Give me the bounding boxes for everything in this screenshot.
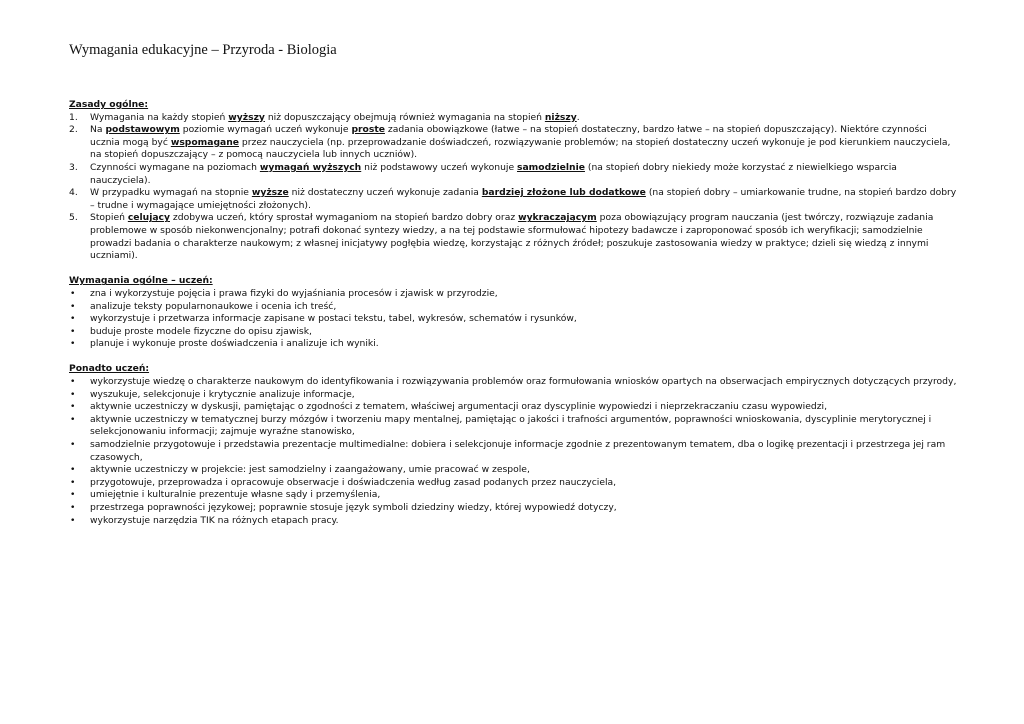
bullet-icon: • <box>70 502 76 513</box>
page-title: Wymagania edukacyjne – Przyroda - Biologia <box>69 42 337 58</box>
bullet-icon: • <box>70 413 76 425</box>
rule-emphasis: niższy <box>544 111 577 123</box>
list-item-text: aktywnie uczestniczy w dyskusji, pamiętając o zgodności z tematem, właściwej argumentacji oraz dyscyplinie wypowiedzi i nieprzekraczaniu czasu wypowiedzi, <box>90 401 828 413</box>
rule-text: W przypadku wymagań na stopnie <box>90 187 252 199</box>
rule-item <box>69 124 959 162</box>
list-item <box>69 502 959 515</box>
list-item <box>69 288 959 301</box>
rule-text: zadania obowiązkowe (łatwe – na stopień dostateczny, bardzo łatwe – na stopień dopuszczający). Niektóre czynności ucznia mogą być <box>90 124 927 148</box>
bullet-icon: • <box>70 464 76 476</box>
rule-number: 2. <box>69 124 78 136</box>
list-item <box>69 389 959 402</box>
rule-text: (na stopień dobry – umiarkowanie trudne, na stopień bardzo dobry – trudne i wymagające umiejętności złożonych). <box>90 187 957 211</box>
rule-emphasis: samodzielnie <box>517 161 585 173</box>
bullet-icon: • <box>70 376 76 388</box>
rule-emphasis: podstawowym <box>105 124 180 136</box>
document-body <box>69 99 959 527</box>
rule-item <box>69 212 959 262</box>
rule-emphasis: celujący <box>127 212 170 224</box>
rule-item <box>69 162 959 187</box>
rule-text: poza obowiązujący program nauczania (jest twórczy, rozwiązuje zadania problemowe w sposób niekonwencjonalny; potrafi dokonać syntezy wiedzy, a na tej podstawie sformułować hipotezy badawcze i zaproponować sposób ich weryfikacji; samodzielnie prowadzi badania o charakterze naukowym; z własnej inicjatywy pogłębia wiedzę, korzystając z różnych źródeł; poszukuje zastosowania wiedzy w praktyce; dzieli się wiedzą z innymi uczniami). <box>90 212 934 262</box>
list-item <box>69 477 959 490</box>
list-item-text: analizuje teksty popularnonaukowe i ocenia ich treść, <box>90 300 337 312</box>
section-heading-ponadto: Ponadto uczeń: <box>69 363 150 375</box>
bullet-icon: • <box>70 338 76 350</box>
list-item <box>69 464 959 477</box>
rule-emphasis: wykraczającym <box>518 212 597 224</box>
rule-text: (na stopień dobry niekiedy może korzystać z niewielkiego wsparcia nauczyciela). <box>90 161 897 186</box>
list-item <box>69 376 959 389</box>
rule-text: . <box>576 111 580 123</box>
list-item-text: samodzielnie przygotowuje i przedstawia prezentacje multimedialne: dobiera i selekcjonuje informacje zgodnie z prezentowanym tematem, dba o logikę prezentacji i przestrzega jej ram czasowych, <box>90 439 946 463</box>
rule-number: 1. <box>69 111 78 123</box>
section-heading-wymagania: Wymagania ogólne – uczeń: <box>69 275 213 287</box>
bullet-icon: • <box>70 388 76 400</box>
rule-text: zdobywa uczeń, który sprostał wymaganiom na stopień bardzo dobry oraz <box>170 212 519 224</box>
rule-text: Wymagania na każdy stopień <box>90 111 229 123</box>
rule-emphasis: wymagań wyższych <box>259 161 362 173</box>
general-requirements-list <box>69 288 959 351</box>
list-item-text: planuje i wykonuje proste doświadczenia i analizuje ich wyniki. <box>90 338 379 350</box>
bullet-icon: • <box>70 287 76 299</box>
bullet-icon: • <box>70 514 76 526</box>
list-item <box>69 439 959 464</box>
bullet-icon: • <box>70 476 76 488</box>
rule-number: 3. <box>69 161 78 173</box>
list-item-text: aktywnie uczestniczy w projekcie: jest samodzielny i zaangażowany, umie pracować w zespole, <box>90 464 530 476</box>
section-heading-zasady: Zasady ogólne: <box>69 99 149 110</box>
rule-item <box>69 187 959 212</box>
bullet-icon: • <box>70 489 76 501</box>
list-item <box>69 414 959 439</box>
bullet-icon: • <box>70 300 76 312</box>
bullet-icon: • <box>70 439 76 451</box>
list-item-text: buduje proste modele fizyczne do opisu zjawisk, <box>90 325 312 337</box>
rule-emphasis: wspomagane <box>170 136 239 148</box>
list-item-text: wykorzystuje i przetwarza informacje zapisane w postaci tekstu, tabel, wykresów, schematów i rysunków, <box>90 313 577 325</box>
list-item-text: przestrzega poprawności językowej; poprawnie stosuje język symboli dziedziny wiedzy, której wypowiedź dotyczy, <box>90 502 617 513</box>
rule-text: poziomie wymagań uczeń wykonuje <box>179 124 352 136</box>
list-item <box>69 489 959 502</box>
list-item-text: wyszukuje, selekcjonuje i krytycznie analizuje informacje, <box>90 388 355 400</box>
rule-emphasis: proste <box>351 124 385 136</box>
list-item <box>69 326 959 339</box>
rule-text: Czynności wymagane na poziomach <box>90 161 260 173</box>
list-item-text: zna i wykorzystuje pojęcia i prawa fizyki do wyjaśniania procesów i zjawisk w przyrodzie, <box>90 287 498 299</box>
rules-list <box>69 112 959 263</box>
rule-text: niż dostateczny uczeń wykonuje zadania <box>288 187 482 199</box>
additional-requirements-list <box>69 376 959 527</box>
list-item <box>69 401 959 414</box>
list-item-text: wykorzystuje narzędzia TIK na różnych etapach pracy. <box>90 514 339 526</box>
bullet-icon: • <box>70 401 76 413</box>
list-item-text: umiejętnie i kulturalnie prezentuje własne sądy i przemyślenia, <box>90 489 381 501</box>
rule-emphasis: wyższy <box>228 111 265 123</box>
list-item <box>69 301 959 314</box>
rule-text: niż dopuszczający obejmują również wymagania na stopień <box>264 111 545 123</box>
rule-number: 5. <box>69 212 78 224</box>
list-item <box>69 313 959 326</box>
list-item <box>69 515 959 528</box>
rule-emphasis: bardziej złożone lub dodatkowe <box>481 187 646 199</box>
list-item-text: przygotowuje, przeprowadza i opracowuje obserwacje i doświadczenia według zasad podanych przez nauczyciela, <box>90 476 617 488</box>
list-item <box>69 338 959 351</box>
rule-text: Stopień <box>90 212 128 224</box>
list-item-text: aktywnie uczestniczy w tematycznej burzy mózgów i tworzeniu mapy mentalnej, pamiętając o jakości i trafności argumentów, poprawności wnioskowania, dyscyplinie merytorycznej i selekcjonowaniu informacji; zajmuje wyraźne stanowisko, <box>90 413 932 438</box>
rule-text: niż podstawowy uczeń wykonuje <box>361 161 518 173</box>
rule-text: przez nauczyciela (np. przeprowadzanie doświadczeń, rozwiązywanie problemów; na stopień dostateczny uczeń wykonuje je pod kierunkiem nauczyciela, na stopień dopuszczający – z pomocą nauczyciela lub innych uczniów). <box>90 136 951 161</box>
rule-item <box>69 112 959 125</box>
rule-emphasis: wyższe <box>251 187 289 199</box>
rule-text: Na <box>90 124 106 136</box>
bullet-icon: • <box>70 313 76 325</box>
bullet-icon: • <box>70 325 76 337</box>
list-item-text: wykorzystuje wiedzę o charakterze naukowym do identyfikowania i rozwiązywania problemów oraz formułowania wniosków opartych na obserwacjach empirycznych dotyczących przyrody, <box>90 376 957 388</box>
rule-number: 4. <box>69 187 78 199</box>
